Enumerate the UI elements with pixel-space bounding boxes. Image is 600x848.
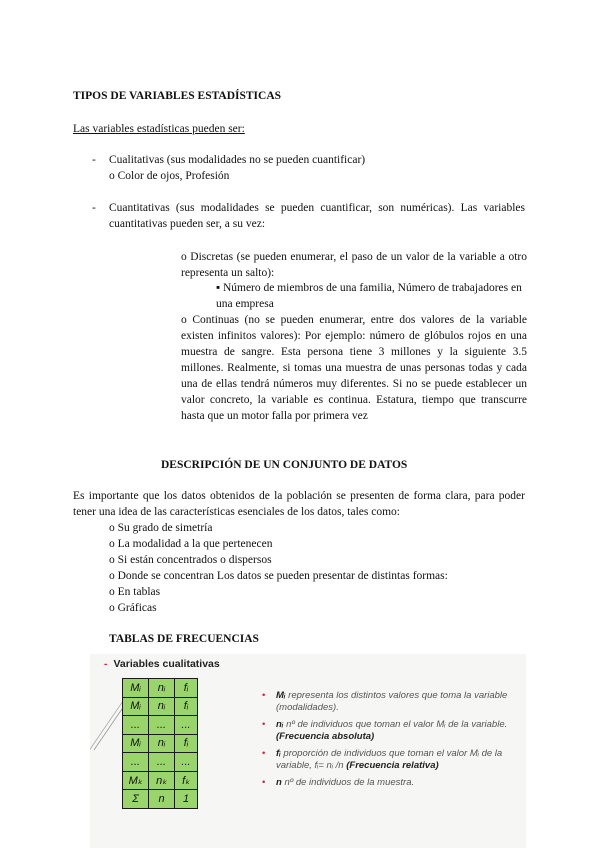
- note-extra: (Frecuencia absoluta): [276, 731, 375, 742]
- table-row: [123, 790, 198, 809]
- note-item: [262, 748, 512, 772]
- frequency-table: [122, 678, 198, 809]
- dash-bullet: -: [92, 154, 96, 166]
- table-cell: ...: [175, 753, 198, 772]
- cualitativas-example: o Color de ojos, Profesión: [109, 170, 230, 182]
- table-row: [123, 697, 198, 716]
- table-cell: Mᵢ: [123, 697, 149, 716]
- note-term: nᵢ: [276, 719, 284, 730]
- red-bullet: •: [262, 748, 266, 759]
- discretas-example: ▪ Número de miembros de una familia, Número de trabajadores en una empresa: [216, 282, 522, 310]
- dash-bullet: -: [92, 202, 96, 214]
- cualitativas-label: Cualitativas (sus modalidades no se pueden cuantificar): [109, 154, 366, 166]
- note-extra: (Frecuencia relativa): [346, 760, 439, 771]
- figure-title-text: Variables cualitativas: [113, 658, 220, 670]
- table-cell: ...: [175, 716, 198, 735]
- intro-text: Las variables estadísticas pueden ser:: [73, 123, 245, 135]
- table-cell: Mᵢ: [123, 734, 149, 753]
- list-item: o Gráficas: [109, 602, 157, 614]
- note-text: representa los distintos valores que toma la variable (modalidades).: [276, 690, 508, 713]
- table-row: [123, 734, 198, 753]
- list-item: o La modalidad a la que pertenecen: [109, 538, 273, 550]
- figure-title: [104, 658, 220, 670]
- note-text: nº de individuos de la muestra.: [281, 777, 415, 788]
- table-row: [123, 753, 198, 772]
- continuas-text: o Continuas (no se pueden enumerar, entre dos valores de la variable existen infinitos valores): Por ejemplo: número de glóbulos rojos en una muestra de sangre. Esta persona tiene 3 millones y la siguiente 3.5 millones. Realmente, si tomas una muestra de unas personas todas y cada una de ellas tendrá números muy diferentes. Si no se puede establecer un valor concreto, la variable es continua. Estatura, tiempo que transcurre hasta que un motor falla por primera vez: [181, 314, 527, 422]
- table-cell: 1: [175, 790, 198, 809]
- table-cell: ...: [123, 753, 149, 772]
- table-cell: fᵢ: [175, 697, 198, 716]
- heading-tablas: TABLAS DE FRECUENCIAS: [109, 633, 259, 645]
- note-term: fᵢ: [276, 748, 281, 759]
- table-row: [123, 716, 198, 735]
- note-term: Mᵢ: [276, 690, 286, 701]
- table-cell: Mₖ: [123, 771, 149, 790]
- list-item: o Su grado de simetría: [109, 522, 213, 534]
- table-cell: nᵢ: [149, 679, 175, 698]
- note-text: proporción de individuos que toman el valor Mᵢ de la variable, fᵢ= nᵢ /n: [276, 748, 503, 771]
- cuantitativas-label: Cuantitativas (sus modalidades se pueden cuantificar, son numéricas). Las variables cuantitativas pueden ser, a su vez:: [109, 202, 525, 230]
- table-cell: ...: [123, 716, 149, 735]
- table-cell: fᵢ: [175, 734, 198, 753]
- red-dash: -: [104, 658, 108, 670]
- table-cell: n: [149, 790, 175, 809]
- table-cell: nᵢ: [149, 734, 175, 753]
- table-cell: ...: [149, 716, 175, 735]
- table-cell: ...: [149, 753, 175, 772]
- table-cell: nₖ: [149, 771, 175, 790]
- figure-notes: [262, 690, 512, 794]
- list-item: o Donde se concentran Los datos se pueden presentar de distintas formas:: [109, 570, 448, 582]
- table-cell: Mᵢ: [123, 679, 149, 698]
- note-item: [262, 777, 512, 789]
- table-row: [123, 771, 198, 790]
- table-cell: Σ: [123, 790, 149, 809]
- table-cell: nᵢ: [149, 697, 175, 716]
- red-bullet: •: [262, 690, 266, 701]
- red-bullet: •: [262, 777, 266, 788]
- table-row: [123, 679, 198, 698]
- list-item: o En tablas: [109, 586, 161, 598]
- descripcion-paragraph: Es importante que los datos obtenidos de la población se presenten de forma clara, para poder tener una idea de las características esenciales de los datos, tales como:: [73, 490, 525, 518]
- heading-tipos: TIPOS DE VARIABLES ESTADÍSTICAS: [73, 90, 282, 102]
- red-bullet: •: [262, 719, 266, 730]
- list-item: o Si están concentrados o dispersos: [109, 554, 272, 566]
- note-term: n: [276, 777, 282, 788]
- table-cell: fₖ: [175, 771, 198, 790]
- discretas-text: o Discretas (se pueden enumerar, el paso de un valor de la variable a otro representa un salto):: [181, 251, 527, 279]
- table-cell: fᵢ: [175, 679, 198, 698]
- frequency-table-figure: [90, 654, 526, 848]
- note-item: [262, 719, 512, 743]
- note-text: nº de individuos que toman el valor Mᵢ de la variable.: [283, 719, 508, 730]
- heading-descripcion: DESCRIPCIÓN DE UN CONJUNTO DE DATOS: [161, 459, 408, 471]
- note-item: [262, 690, 512, 714]
